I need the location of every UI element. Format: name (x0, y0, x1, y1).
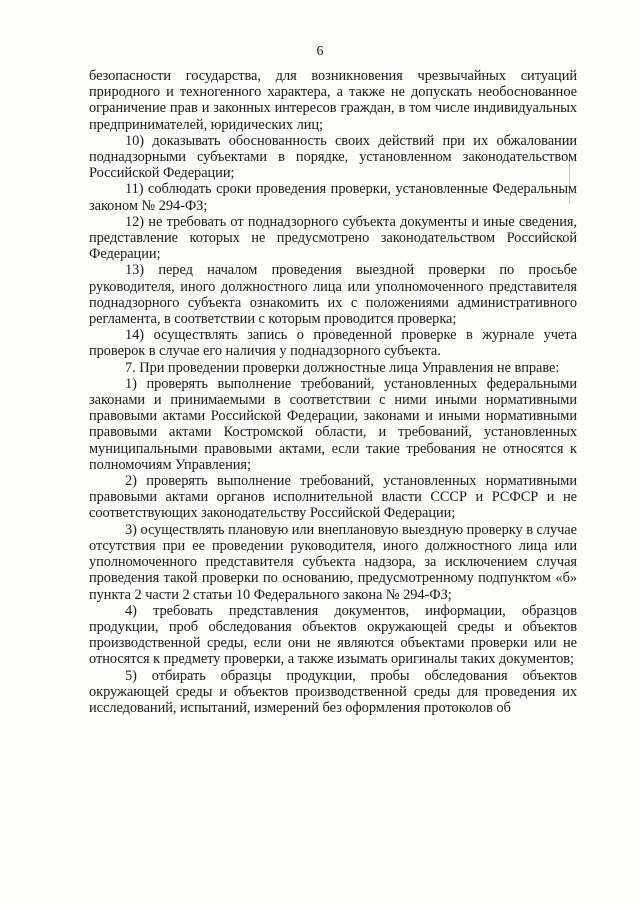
paragraph-2: 10) доказывать обоснованность своих действий при их обжаловании поднадзорными субъектами в порядке, установленном законодательством Российской Федерации; (89, 132, 577, 182)
paragraph-3: 11) соблюдать сроки проведения проверки, установленные Федеральным законом № 294-ФЗ; (89, 181, 577, 214)
paragraph-9: 2) проверять выполнение требований, установленных нормативными правовыми актами органов исполнительной власти СССР и РСФСР и не соответствующих законодательству Российской Федерации; (89, 473, 577, 522)
paragraph-12: 5) отбирать образцы продукции, пробы обследования объектов окружающей среды и объектов производственной среды для проведения их исследований, испытаний, измерений без оформления протоколов об (89, 667, 577, 716)
paragraph-1: безопасности государства, для возникновения чрезвычайных ситуаций природного и техногенного характера, а также не допускать необоснованное ограничение прав и законных интересов граждан, в том числе индивидуальных предпринимателей, юридических лиц; (89, 68, 577, 133)
paragraph-5: 13) перед началом проведения выездной проверки по просьбе руководителя, иного должностного лица или уполномоченного представителя поднадзорного субъекта ознакомить их с положениями административного регламента, в соответствии с которым проводится проверка; (89, 262, 577, 328)
document-body (89, 68, 577, 716)
paragraph-10: 3) осуществлять плановую или внеплановую выездную проверку в случае отсутствия при ее проведении руководителя, иного должностного лица или уполномоченного представителя субъекта надзора, за исключением случая проведения такой проверки по основанию, предусмотренному подпунктом «б» пункта 2 части 2 статьи 10 Федерального закона № 294-ФЗ; (89, 521, 577, 603)
paragraph-4: 12) не требовать от поднадзорного субъекта документы и иные сведения, представление которых не предусмотрено законодательством Российской Федерации; (89, 213, 577, 263)
paragraph-8: 1) проверять выполнение требований, установленных федеральными законами и принимаемыми в соответствии с ними иными нормативными правовыми актами Российской Федерации, законами и иными нормативными правовыми актами Костромской области, и требований, установленных муниципальными правовыми актами, если такие требования не относятся к полномочиям Управления; (89, 375, 577, 473)
paragraph-6: 14) осуществлять запись о проведенной проверке в журнале учета проверок в случае его наличия у поднадзорного субъекта. (89, 327, 577, 360)
paragraph-7: 7. При проведении проверки должностные лица Управления не вправе: (125, 359, 560, 376)
paragraph-11: 4) требовать представления документов, информации, образцов продукции, проб обследования объектов окружающей среды и объектов производственной среды, если они не являются объектами проверки или не относятся к предмету проверки, а также изымать оригиналы таких документов; (89, 602, 577, 668)
page-number: 6 (316, 44, 324, 59)
